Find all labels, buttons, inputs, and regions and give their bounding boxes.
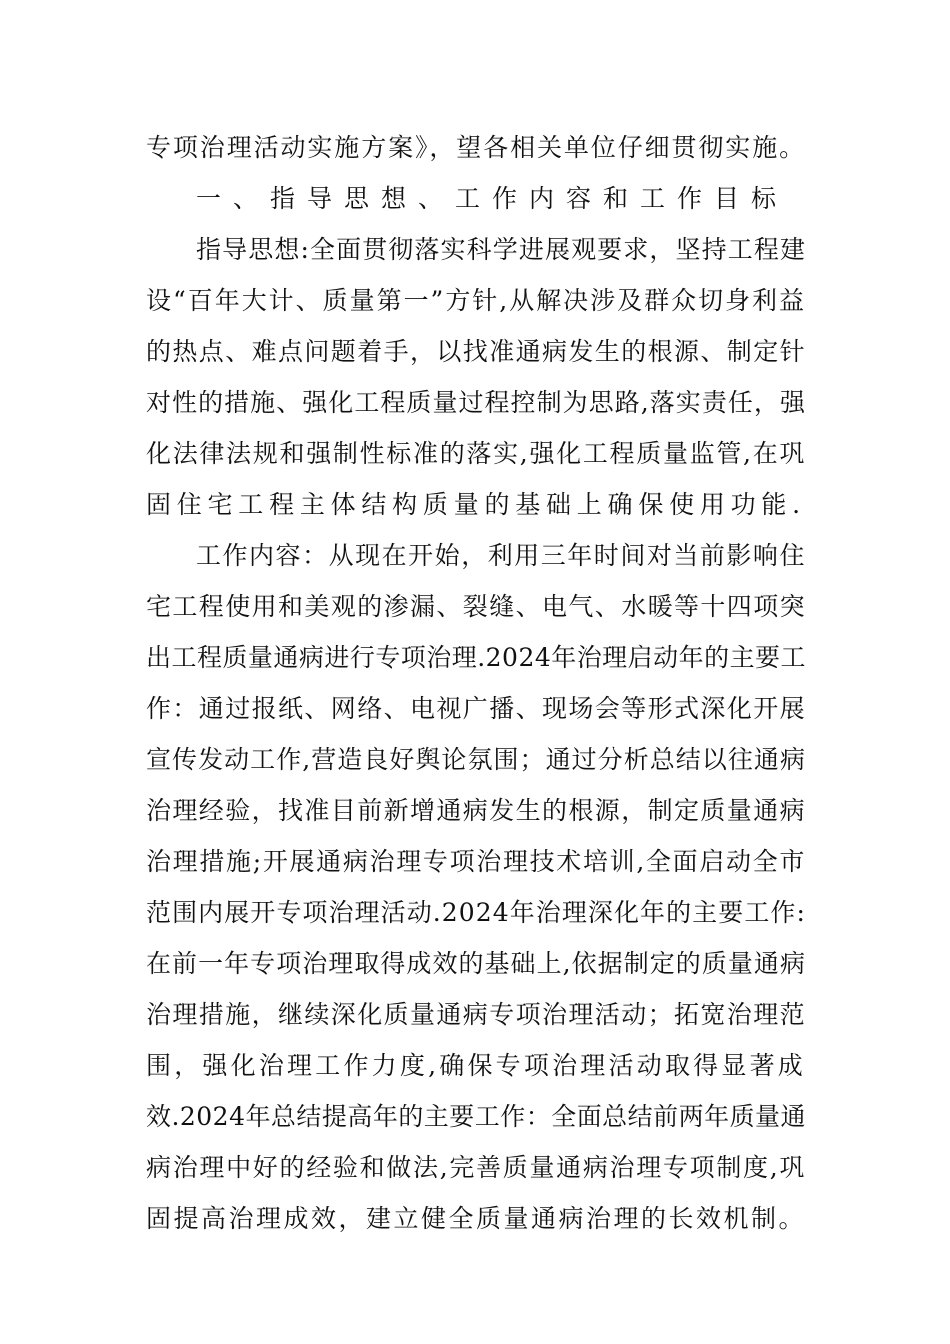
text-line: 设“百年大计、质量第一”方针,从解决涉及群众切身利益 xyxy=(146,286,806,315)
text-line: 出工程质量通病进行专项治理.2024年治理启动年的主要工 xyxy=(146,643,807,672)
text-line: 病治理中好的经验和做法,完善质量通病治理专项制度,巩 xyxy=(146,1153,807,1182)
text-line: 宅工程使用和美观的渗漏、裂缝、电气、水暖等十四项突 xyxy=(146,592,807,621)
text-line: 专项治理活动实施方案》，望各相关单位仔细贯彻实施。 xyxy=(146,133,807,162)
text-line: 治理措施，继续深化质量通病专项治理活动；拓宽治理范 xyxy=(146,1000,807,1029)
text-line: 的热点、难点问题着手，以找准通病发生的根源、制定针 xyxy=(146,337,807,366)
section-heading: 一、指导思想、工作内容和工作目标 xyxy=(196,184,789,213)
text-line: 对性的措施、强化工程质量过程控制为思路,落实责任，强 xyxy=(146,388,806,417)
text-line: 固提高治理成效，建立健全质量通病治理的长效机制。 xyxy=(146,1204,807,1233)
text-line: 作：通过报纸、网络、电视广播、现场会等形式深化开展 xyxy=(146,694,807,723)
text-line: 宣传发动工作,营造良好舆论氛围；通过分析总结以往通病 xyxy=(146,745,806,774)
text-line: 范围内展开专项治理活动.2024年治理深化年的主要工作: xyxy=(146,898,806,927)
text-line: 治理经验，找准目前新增通病发生的根源，制定质量通病 xyxy=(146,796,807,825)
text-line: 固住宅工程主体结构质量的基础上确保使用功能. xyxy=(146,490,806,519)
text-line: 指导思想:全面贯彻落实科学进展观要求，坚持工程建 xyxy=(196,235,807,264)
text-line: 治理措施;开展通病治理专项治理技术培训,全面启动全市 xyxy=(146,847,807,876)
text-line: 化法律法规和强制性标准的落实,强化工程质量监管,在巩 xyxy=(146,439,807,468)
text-line: 围，强化治理工作力度,确保专项治理活动取得显著成 xyxy=(146,1051,806,1080)
text-line: 工作内容：从现在开始，利用三年时间对当前影响住 xyxy=(196,541,806,570)
text-line: 在前一年专项治理取得成效的基础上,依据制定的质量通病 xyxy=(146,949,806,978)
text-line: 效.2024年总结提高年的主要工作：全面总结前两年质量通 xyxy=(146,1102,807,1131)
